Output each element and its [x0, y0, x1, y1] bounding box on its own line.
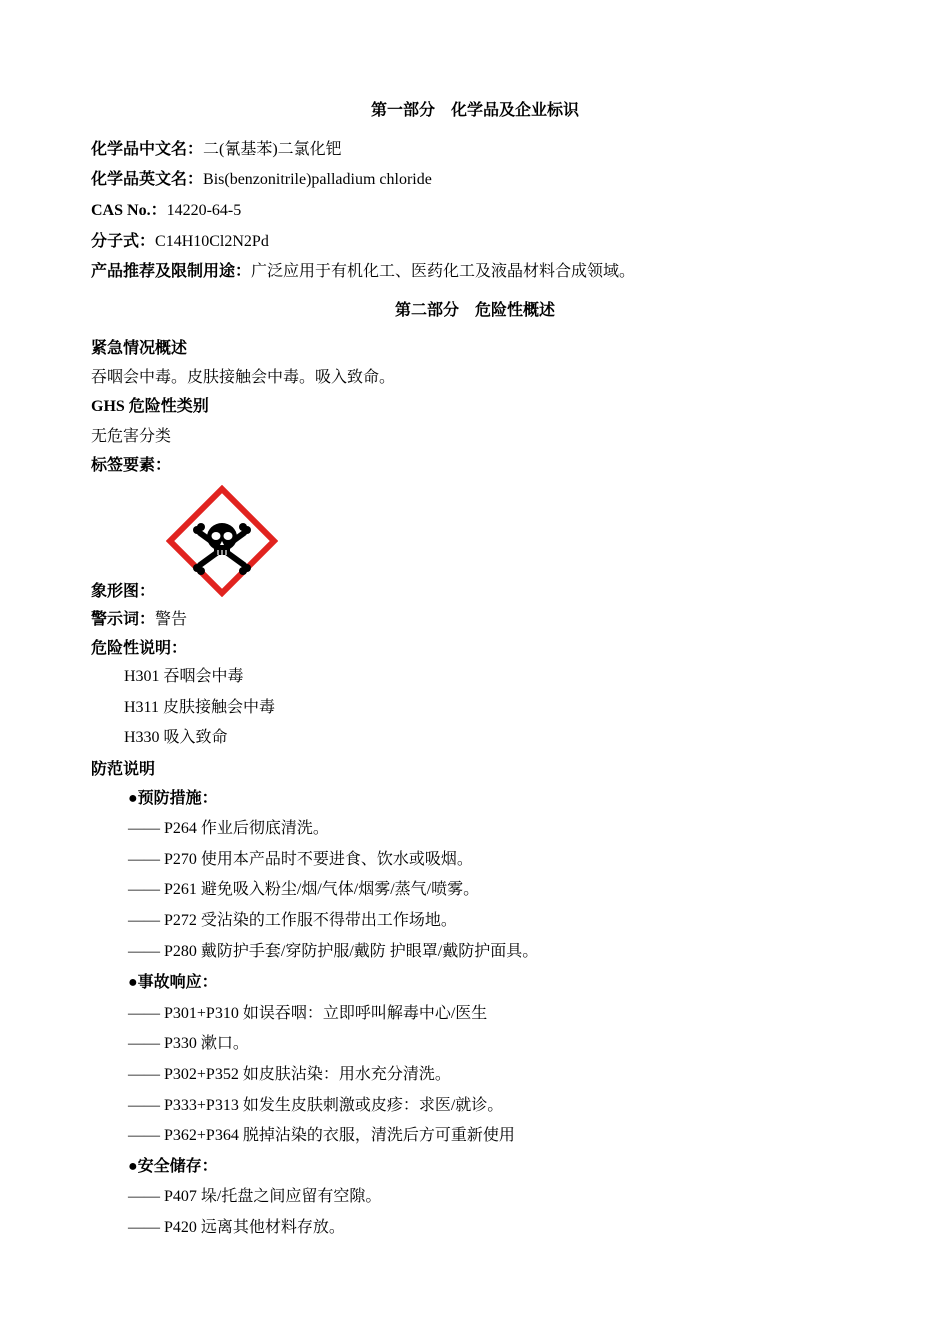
usage-row — [91, 262, 635, 282]
hazard-statement: H311 皮肤接触会中毒 — [124, 699, 275, 716]
prevention-item: —— P261 避免吸入粉尘/烟/气体/烟雾/蒸气/喷雾。 — [128, 881, 480, 898]
cas-label: CAS No.： — [91, 202, 167, 219]
response-item: —— P302+P352 如皮肤沾染：用水充分清洗。 — [128, 1066, 451, 1083]
chinese-name-value: 二(氰基苯)二氯化钯 — [203, 141, 342, 158]
response-item: —— P362+P364 脱掉沾染的衣服，清洗后方可重新使用 — [128, 1127, 515, 1144]
chinese-name-row — [91, 140, 342, 160]
english-name-label: 化学品英文名： — [91, 171, 204, 188]
precautionary-heading: 防范说明 — [91, 761, 156, 778]
hazard-statements-heading: 危险性说明： — [91, 640, 188, 657]
label-elements-heading: 标签要素： — [91, 457, 172, 474]
cas-row — [91, 201, 241, 221]
formula-label: 分子式： — [91, 233, 156, 250]
cas-value: 14220-64-5 — [166, 202, 242, 219]
signal-word-row — [91, 610, 187, 630]
english-name-row — [91, 170, 432, 190]
ghs-heading: GHS 危险性类别 — [91, 398, 209, 415]
prevention-item: —— P270 使用本产品时不要进食、饮水或吸烟。 — [128, 851, 473, 868]
skull-crossbones-icon — [166, 485, 278, 597]
response-item: —— P301+P310 如误吞咽：立即呼叫解毒中心/医生 — [128, 1005, 488, 1022]
storage-heading: ●安全储存： — [128, 1158, 218, 1175]
response-item: —— P333+P313 如发生皮肤刺激或皮疹：求医/就诊。 — [128, 1097, 504, 1114]
emergency-text: 吞咽会中毒。皮肤接触会中毒。吸入致命。 — [91, 369, 396, 386]
signal-word-value: 警告 — [155, 611, 188, 628]
prevention-heading: ●预防措施： — [128, 790, 218, 807]
emergency-heading: 紧急情况概述 — [91, 340, 188, 357]
usage-label: 产品推荐及限制用途： — [91, 263, 252, 280]
english-name-value: Bis(benzonitrile)palladium chloride — [203, 171, 432, 188]
chinese-name-label: 化学品中文名： — [91, 141, 204, 158]
response-heading: ●事故响应： — [128, 974, 218, 991]
section-1-title: 第一部分 化学品及企业标识 — [370, 102, 579, 119]
storage-item: —— P407 垛/托盘之间应留有空隙。 — [128, 1188, 382, 1205]
signal-word-label: 警示词： — [91, 611, 156, 628]
usage-value: 广泛应用于有机化工、医药化工及液晶材料合成领域。 — [251, 263, 636, 280]
response-item: —— P330 漱口。 — [128, 1035, 249, 1052]
prevention-item: —— P280 戴防护手套/穿防护服/戴防 护眼罩/戴防护面具。 — [128, 943, 539, 960]
ghs-text: 无危害分类 — [91, 428, 172, 445]
hazard-statement: H330 吸入致命 — [124, 729, 228, 746]
prevention-item: —— P264 作业后彻底清洗。 — [128, 820, 329, 837]
prevention-item: —— P272 受沾染的工作服不得带出工作场地。 — [128, 912, 457, 929]
formula-row — [91, 232, 269, 252]
formula-value: C14H10Cl2N2Pd — [155, 233, 269, 250]
section-2-title: 第二部分 危险性概述 — [394, 302, 555, 319]
storage-item: —— P420 远离其他材料存放。 — [128, 1219, 345, 1236]
pictogram-label: 象形图： — [91, 583, 156, 600]
hazard-statement: H301 吞咽会中毒 — [124, 668, 244, 685]
